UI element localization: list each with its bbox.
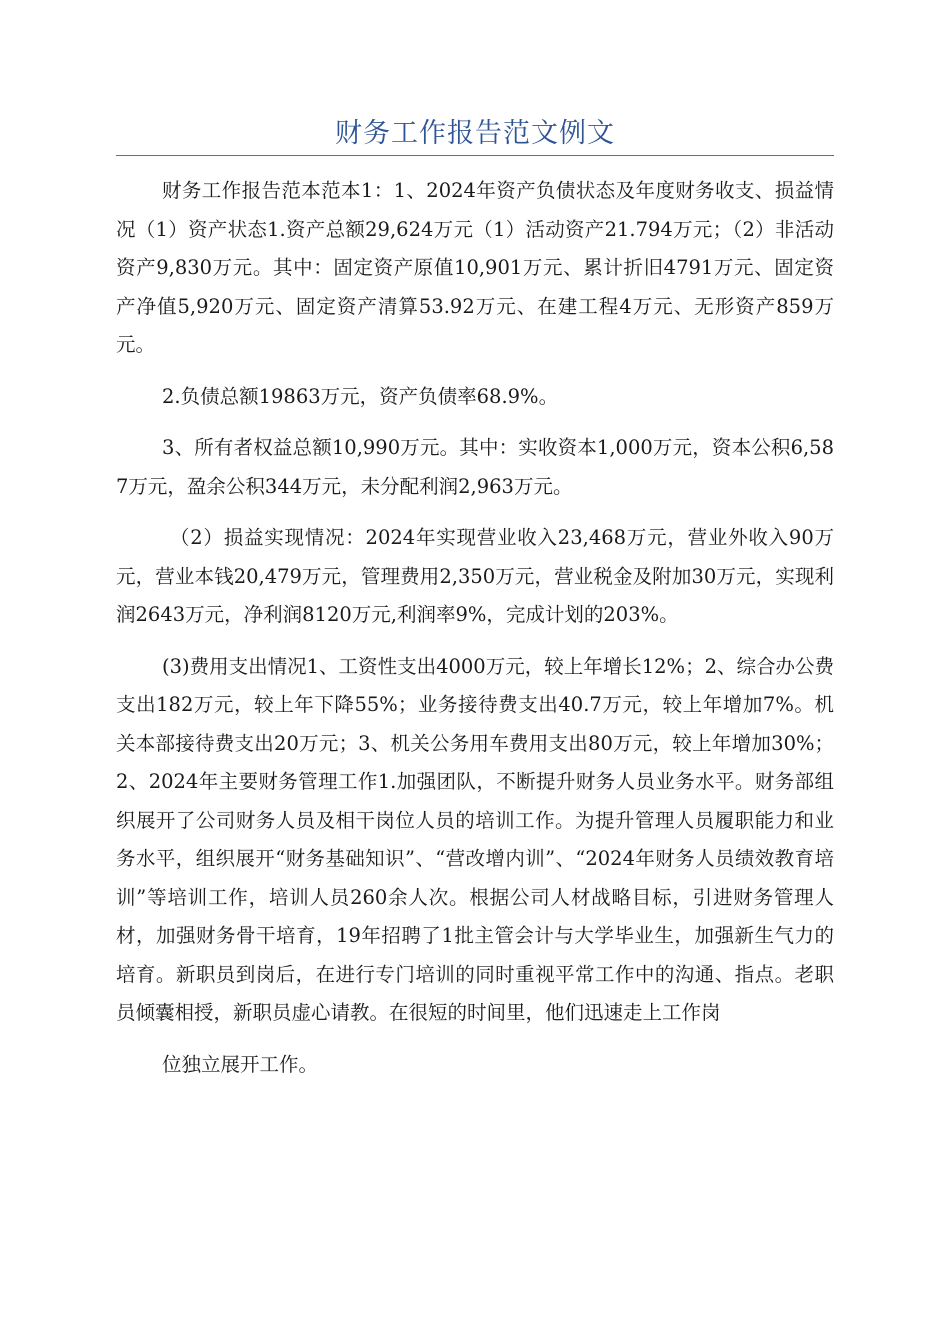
- paragraph-profit-loss: （2）损益实现情况：2024年实现营业收入23,468万元，营业外收入90万元，营业本钱20,479万元，管理费用2,350万元，营业税金及附加30万元，实现利润2643万元，净利润8120万元,利润率9%，完成计划的203%。: [116, 526, 834, 626]
- document-body: [116, 172, 834, 1084]
- document-title: 财务工作报告范文例文: [335, 118, 615, 149]
- paragraph-continuation: 位独立展开工作。: [162, 1052, 319, 1076]
- paragraph-equity: 3、所有者权益总额10,990万元。其中：实收资本1,000万元，资本公积6,587万元，盈余公积344万元，未分配利润2,963万元。: [116, 436, 834, 498]
- paragraph-expenses: (3)费用支出情况1、工资性支出4000万元，较上年增长12%；2、综合办公费支出182万元，较上年下降55%；业务接待费支出40.7万元，较上年增加7%。机关本部接待费支出20万元；3、机关公务用车费用支出80万元，较上年增加30%；2、2024年主要财务管理工作1.加强团队，不断提升财务人员业务水平。财务部组织展开了公司财务人员及相干岗位人员的培训工作。为提升管理人员履职能力和业务水平，组织展开“财务基础知识”、“营改增内训”、“2024年财务人员绩效教育培训”等培训工作，培训人员260余人次。根据公司人材战略目标，引进财务管理人材，加强财务骨干培育，19年招聘了1批主管会计与大学毕业生，加强新生气力的培育。新职员到岗后，在进行专门培训的同时重视平常工作中的沟通、指点。老职员倾囊相授，新职员虚心请教。在很短的时间里，他们迅速走上工作岗: [116, 654, 834, 1024]
- title-underline: [116, 155, 834, 156]
- paragraph-assets: 财务工作报告范本范本1：1、2024年资产负债状态及年度财务收支、损益情况（1）资产状态1.资产总额29,624万元（1）活动资产21.794万元；（2）非活动资产9,830万元。其中：固定资产原值10,901万元、累计折旧4791万元、固定资产净值5,920万元、固定资产清算53.92万元、在建工程4万元、无形资产859万元。: [116, 179, 834, 356]
- paragraph-liabilities: 2.负债总额19863万元，资产负债率68.9%。: [162, 384, 559, 408]
